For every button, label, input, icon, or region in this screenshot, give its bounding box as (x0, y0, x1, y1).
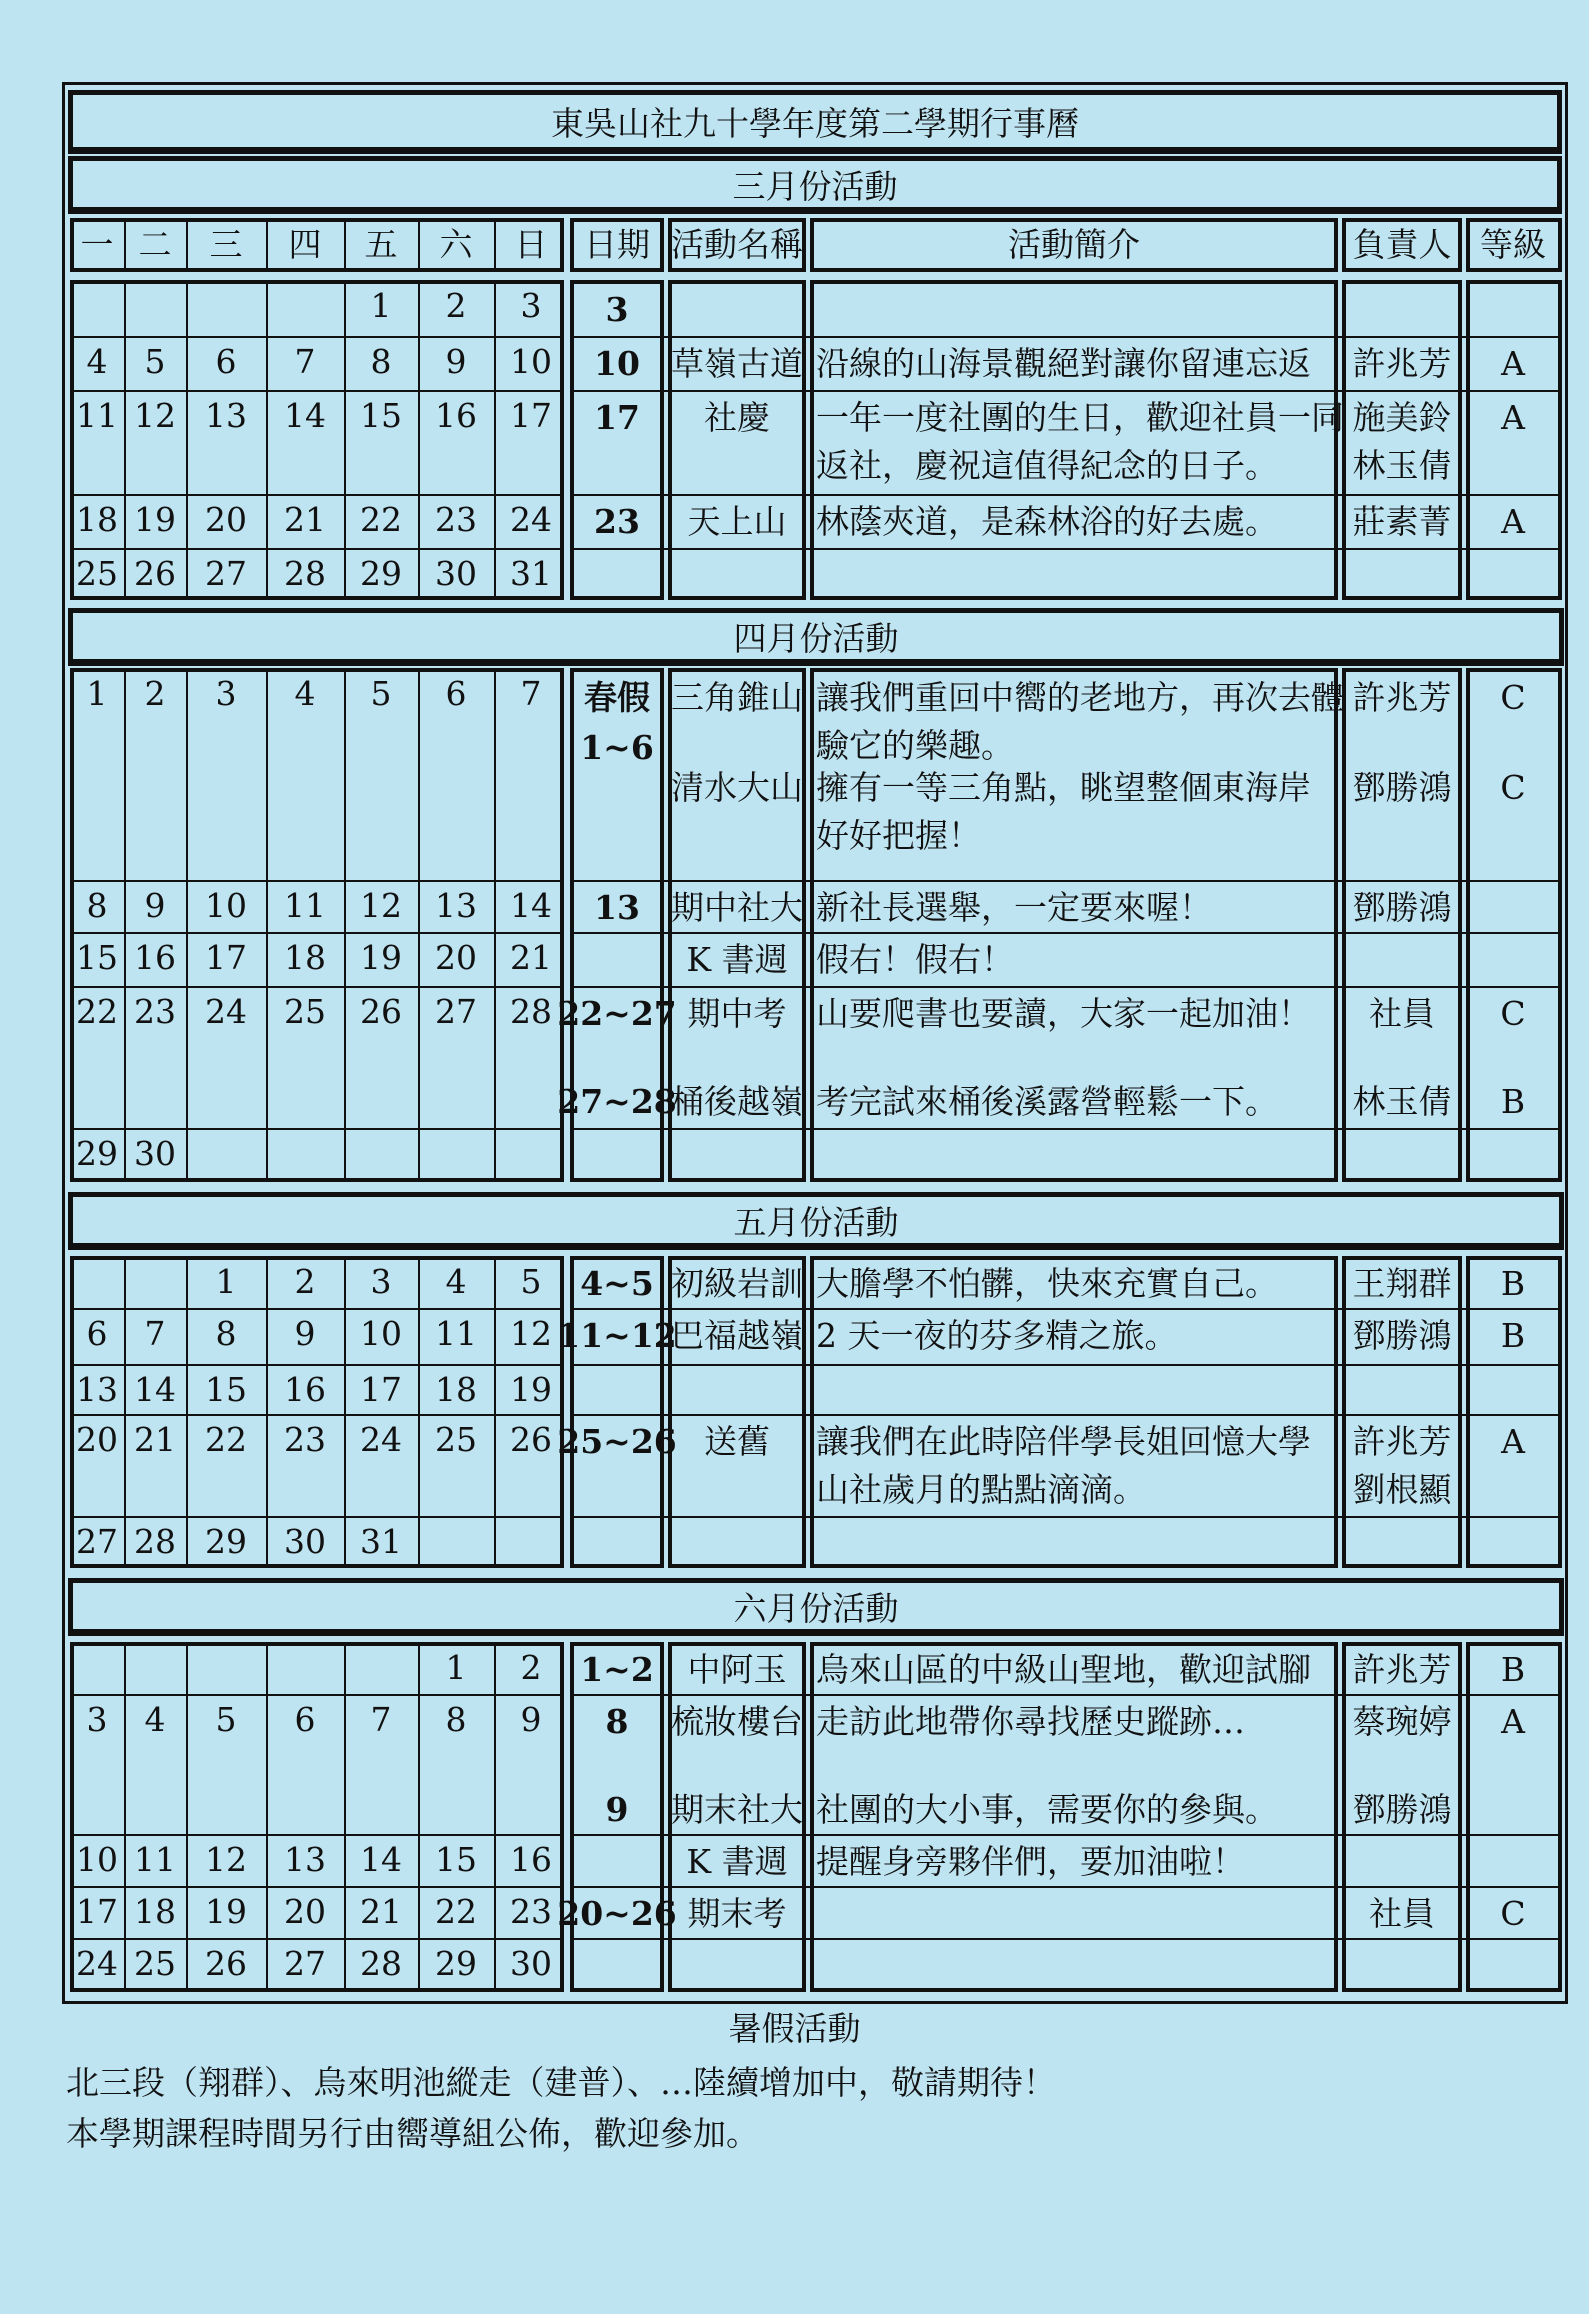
day-cell: 23 (134, 992, 176, 1031)
day-cell: 21 (284, 500, 326, 539)
day-cell: 14 (284, 396, 326, 435)
day-cell: 30 (510, 1944, 552, 1983)
event-date: 22~27 (557, 994, 677, 1033)
day-cell: 13 (205, 396, 247, 435)
grid-hline (570, 932, 1562, 934)
day-cell: 29 (360, 554, 402, 593)
grid-hline (570, 494, 1562, 496)
event-level (1464, 936, 1562, 984)
june-title-text: 六月份活動 (733, 1588, 899, 1628)
day-cell: 4 (294, 674, 316, 713)
april-title (68, 608, 1564, 666)
event-person: 社員 (1369, 1894, 1435, 1933)
day-cell: 10 (205, 886, 247, 925)
day-cell: 5 (520, 1262, 542, 1301)
march-title (68, 156, 1562, 214)
day-cell: 8 (86, 886, 108, 925)
weekday-header: 日 (514, 225, 548, 264)
day-cell (70, 1644, 124, 1692)
event-date: 11~12 (557, 1316, 677, 1355)
grid-hline (570, 336, 1562, 338)
event-intro: 山要爬書也要讀，大家一起加油！ (816, 994, 1311, 1033)
day-cell: 11 (76, 396, 118, 435)
day-cell: 4 (86, 342, 108, 381)
event-name: 中阿玉 (687, 1650, 787, 1689)
event-level (1464, 884, 1562, 932)
event-person (1340, 936, 1464, 984)
event-date: 8 (605, 1702, 629, 1741)
event-person: 鄧勝鴻 (1352, 888, 1452, 927)
event-date: 27~28 (557, 1082, 677, 1121)
day-cell: 23 (284, 1420, 326, 1459)
event-intro-2: 驗它的樂趣。 (816, 726, 1014, 765)
day-cell (186, 1644, 266, 1692)
event-date: 20~26 (557, 1894, 677, 1933)
day-cell (124, 1258, 186, 1306)
event-name: K 書週 (686, 1842, 788, 1881)
title-text: 東吳山社九十學年度第二學期行事曆 (551, 103, 1079, 143)
grid-hline (570, 880, 1562, 882)
weekday-header: 六 (439, 225, 473, 264)
event-person (1340, 1838, 1464, 1886)
day-cell: 24 (510, 500, 552, 539)
day-cell: 2 (445, 286, 467, 325)
event-intro: 新社長選舉，一定要來喔！ (816, 888, 1212, 927)
event-name: 期中考 (687, 994, 787, 1033)
day-cell: 23 (510, 1892, 552, 1931)
day-cell: 15 (360, 396, 402, 435)
day-cell (494, 1518, 568, 1566)
day-cell: 21 (510, 938, 552, 977)
day-cell: 13 (284, 1840, 326, 1879)
event-person: 鄧勝鴻 (1352, 1790, 1452, 1829)
grid-hline (570, 390, 1562, 392)
day-cell: 15 (205, 1370, 247, 1409)
grid-hline (570, 1694, 1562, 1696)
event-level: A (1501, 1702, 1525, 1741)
day-cell (344, 1130, 418, 1178)
day-cell: 16 (284, 1370, 326, 1409)
grid-hline (570, 1364, 1562, 1366)
day-cell: 15 (76, 938, 118, 977)
day-cell: 7 (294, 342, 316, 381)
event-level: C (1500, 678, 1526, 717)
level-header: 等級 (1480, 225, 1546, 264)
day-cell: 24 (360, 1420, 402, 1459)
day-cell: 26 (510, 1420, 552, 1459)
day-cell: 20 (205, 500, 247, 539)
grid-hline (570, 1886, 1562, 1888)
day-cell: 26 (134, 554, 176, 593)
day-cell: 14 (360, 1840, 402, 1879)
day-cell: 9 (520, 1700, 542, 1739)
day-cell (124, 1644, 186, 1692)
event-level: C (1500, 768, 1526, 807)
event-person: 許兆芳 (1352, 344, 1452, 383)
activity-header: 活動名稱 (671, 225, 803, 264)
day-cell: 7 (520, 674, 542, 713)
day-cell: 19 (360, 938, 402, 977)
day-cell (186, 282, 266, 330)
day-cell (266, 1130, 344, 1178)
day-cell: 27 (435, 992, 477, 1031)
intro-header: 活動簡介 (1008, 225, 1140, 264)
person-header: 負責人 (1352, 225, 1452, 264)
event-intro: 烏來山區的中級山聖地，歡迎試腳 (816, 1650, 1311, 1689)
day-cell: 16 (435, 396, 477, 435)
day-cell: 26 (360, 992, 402, 1031)
event-name: 天上山 (687, 502, 787, 541)
day-cell: 14 (134, 1370, 176, 1409)
event-name: 送舊 (704, 1422, 770, 1461)
event-person: 蔡琬婷 (1352, 1702, 1452, 1741)
summer-line-1: 北三段（翔群）、烏來明池縱走（建普）、…陸續增加中，敬請期待！ (66, 2063, 1056, 2102)
day-cell: 7 (144, 1314, 166, 1353)
day-cell: 5 (144, 342, 166, 381)
day-cell: 3 (86, 1700, 108, 1739)
event-date: 10 (594, 344, 640, 383)
day-cell: 21 (360, 1892, 402, 1931)
day-cell: 22 (435, 1892, 477, 1931)
day-cell: 20 (284, 1892, 326, 1931)
day-cell (418, 1130, 494, 1178)
april-title-text: 四月份活動 (733, 618, 899, 658)
day-cell: 11 (284, 886, 326, 925)
event-level (1464, 1786, 1562, 1834)
day-cell: 13 (435, 886, 477, 925)
day-cell: 11 (134, 1840, 176, 1879)
event-name: K 書週 (686, 940, 788, 979)
day-cell: 1 (445, 1648, 467, 1687)
event-name: 巴福越嶺 (671, 1316, 803, 1355)
event-intro: 讓我們在此時陪伴學長姐回憶大學 (816, 1422, 1311, 1461)
day-cell (70, 282, 124, 330)
day-cell: 9 (144, 886, 166, 925)
day-cell: 29 (205, 1522, 247, 1561)
day-cell: 22 (205, 1420, 247, 1459)
day-cell: 18 (76, 500, 118, 539)
event-date: 1~2 (580, 1650, 654, 1689)
event-name: 清水大山 (671, 768, 803, 807)
event-intro: 假右！假右！ (816, 940, 1014, 979)
day-cell: 18 (435, 1370, 477, 1409)
day-cell: 4 (144, 1700, 166, 1739)
event-intro: 提醒身旁夥伴們，要加油啦！ (816, 1842, 1245, 1881)
day-cell: 6 (86, 1314, 108, 1353)
day-cell: 5 (215, 1700, 237, 1739)
day-cell: 9 (445, 342, 467, 381)
day-cell: 8 (445, 1700, 467, 1739)
day-cell: 25 (76, 554, 118, 593)
day-cell: 17 (76, 1892, 118, 1931)
grid-hline (570, 548, 1562, 550)
day-cell: 10 (360, 1314, 402, 1353)
grid-hline (570, 1128, 1562, 1130)
event-person: 許兆芳 (1352, 1422, 1452, 1461)
day-cell: 1 (215, 1262, 237, 1301)
event-person: 王翔群 (1352, 1264, 1452, 1303)
day-cell: 1 (370, 286, 392, 325)
event-person: 施美鈴 (1352, 398, 1452, 437)
day-cell: 3 (215, 674, 237, 713)
day-cell (418, 1518, 494, 1566)
day-cell: 11 (435, 1314, 477, 1353)
day-cell: 7 (370, 1700, 392, 1739)
day-cell: 13 (76, 1370, 118, 1409)
event-date: 9 (605, 1790, 629, 1829)
grid-hline (570, 1516, 1562, 1518)
event-person: 許兆芳 (1352, 678, 1452, 717)
weekday-header: 五 (364, 225, 398, 264)
day-cell: 27 (205, 554, 247, 593)
event-name: 草嶺古道 (671, 344, 803, 383)
day-cell: 30 (284, 1522, 326, 1561)
event-intro: 考完試來桶後溪露營輕鬆一下。 (816, 1082, 1278, 1121)
grid-hline (570, 1414, 1562, 1416)
day-cell: 6 (445, 674, 467, 713)
event-level: A (1501, 344, 1525, 383)
day-cell: 30 (435, 554, 477, 593)
event-date: 春假 (584, 678, 650, 717)
day-cell: 17 (360, 1370, 402, 1409)
event-person: 林玉倩 (1352, 1082, 1452, 1121)
event-person: 莊素菁 (1352, 502, 1452, 541)
event-level (1464, 1838, 1562, 1886)
day-cell: 10 (76, 1840, 118, 1879)
day-cell: 2 (294, 1262, 316, 1301)
day-cell: 12 (510, 1314, 552, 1353)
may-title (68, 1192, 1564, 1250)
summer-line-2: 本學期課程時間另行由嚮導組公佈，歡迎參加。 (66, 2114, 759, 2153)
day-cell: 2 (144, 674, 166, 713)
event-name: 社慶 (704, 398, 770, 437)
grid-hline (570, 1308, 1562, 1310)
day-cell: 27 (284, 1944, 326, 1983)
event-level: B (1500, 1316, 1526, 1355)
event-intro-2: 返社，慶祝這值得紀念的日子。 (816, 446, 1278, 485)
day-cell: 22 (76, 992, 118, 1031)
day-cell: 26 (205, 1944, 247, 1983)
day-cell: 6 (215, 342, 237, 381)
day-cell (124, 282, 186, 330)
event-level: C (1500, 1894, 1526, 1933)
day-cell: 31 (360, 1522, 402, 1561)
day-cell: 30 (134, 1134, 176, 1173)
day-cell: 21 (134, 1420, 176, 1459)
day-cell: 12 (205, 1840, 247, 1879)
event-person: 社員 (1369, 994, 1435, 1033)
event-name: 初級岩訓 (671, 1264, 803, 1303)
weekday-header: 一 (80, 225, 114, 264)
event-date (568, 936, 666, 984)
event-name: 桶後越嶺 (671, 1082, 803, 1121)
event-intro-2: 好好把握！ (816, 816, 981, 855)
event-level: B (1500, 1650, 1526, 1689)
day-cell: 22 (360, 500, 402, 539)
event-level: A (1501, 398, 1525, 437)
day-cell: 23 (435, 500, 477, 539)
day-cell: 5 (370, 674, 392, 713)
day-cell: 20 (435, 938, 477, 977)
day-cell: 8 (215, 1314, 237, 1353)
day-cell: 31 (510, 554, 552, 593)
event-date-2: 1~6 (580, 728, 654, 767)
day-cell (266, 282, 344, 330)
event-person (1340, 286, 1464, 334)
day-cell: 18 (284, 938, 326, 977)
day-cell: 28 (360, 1944, 402, 1983)
event-date: 17 (594, 398, 640, 437)
day-cell: 24 (76, 1944, 118, 1983)
event-date: 3 (605, 290, 629, 329)
event-intro (808, 1890, 1340, 1938)
day-cell: 17 (510, 396, 552, 435)
day-cell: 10 (510, 342, 552, 381)
event-date: 4~5 (580, 1264, 654, 1303)
day-cell: 4 (445, 1262, 467, 1301)
day-cell: 20 (76, 1420, 118, 1459)
day-cell: 28 (510, 992, 552, 1031)
grid-hline (570, 1834, 1562, 1836)
day-cell: 19 (134, 500, 176, 539)
day-cell: 14 (510, 886, 552, 925)
event-level: B (1500, 1264, 1526, 1303)
day-cell (186, 1130, 266, 1178)
weekday-header: 四 (288, 225, 322, 264)
event-name: 梳妝樓台 (671, 1702, 803, 1741)
day-cell: 29 (76, 1134, 118, 1173)
day-cell: 16 (134, 938, 176, 977)
event-person: 鄧勝鴻 (1352, 768, 1452, 807)
day-cell: 16 (510, 1840, 552, 1879)
day-cell: 19 (510, 1370, 552, 1409)
march-title-text: 三月份活動 (732, 166, 898, 206)
event-level: B (1500, 1082, 1526, 1121)
event-name: 期中社大 (671, 888, 803, 927)
event-name: 期末社大 (671, 1790, 803, 1829)
day-cell: 15 (435, 1840, 477, 1879)
event-intro: 2 天一夜的芬多精之旅。 (816, 1316, 1178, 1355)
day-cell: 19 (205, 1892, 247, 1931)
day-cell: 3 (370, 1262, 392, 1301)
event-level: A (1501, 1422, 1525, 1461)
day-cell: 25 (134, 1944, 176, 1983)
event-intro: 擁有一等三角點，眺望整個東海岸 (816, 768, 1311, 807)
day-cell: 27 (76, 1522, 118, 1561)
event-person: 許兆芳 (1352, 1650, 1452, 1689)
event-intro: 讓我們重回中嚮的老地方，再次去體 (816, 678, 1344, 717)
day-cell: 3 (520, 286, 542, 325)
event-level: C (1500, 994, 1526, 1033)
event-intro-2: 山社歲月的點點滴滴。 (816, 1470, 1146, 1509)
event-intro: 林蔭夾道，是森林浴的好去處。 (816, 502, 1278, 541)
day-cell: 28 (134, 1522, 176, 1561)
page-title (68, 90, 1562, 154)
event-name (666, 286, 808, 334)
day-cell: 24 (205, 992, 247, 1031)
weekday-header: 三 (209, 225, 243, 264)
event-intro: 一年一度社團的生日，歡迎社員一同 (816, 398, 1344, 437)
event-level: A (1501, 502, 1525, 541)
day-cell: 12 (360, 886, 402, 925)
june-title (68, 1578, 1564, 1636)
event-date (568, 1838, 666, 1886)
day-cell: 25 (435, 1420, 477, 1459)
event-intro: 沿線的山海景觀絕對讓你留連忘返 (816, 344, 1311, 383)
grid-hline (570, 986, 1562, 988)
event-date: 13 (594, 888, 640, 927)
event-intro: 走訪此地帶你尋找歷史蹤跡… (816, 1702, 1245, 1741)
day-cell (494, 1130, 568, 1178)
may-title-text: 五月份活動 (733, 1202, 899, 1242)
day-cell: 17 (205, 938, 247, 977)
event-person-2: 劉根顯 (1352, 1470, 1452, 1509)
summer-title: 暑假活動 (728, 2009, 861, 2048)
event-intro: 大膽學不怕髒，快來充實自己。 (816, 1264, 1278, 1303)
day-cell: 18 (134, 1892, 176, 1931)
event-name: 三角錐山 (671, 678, 803, 717)
day-cell (344, 1644, 418, 1692)
day-cell (70, 1258, 124, 1306)
event-intro (808, 286, 1340, 334)
day-cell: 6 (294, 1700, 316, 1739)
weekday-header: 二 (138, 225, 172, 264)
event-date: 25~26 (557, 1422, 677, 1461)
event-person: 鄧勝鴻 (1352, 1316, 1452, 1355)
day-cell: 29 (435, 1944, 477, 1983)
day-cell: 1 (86, 674, 108, 713)
event-person-2: 林玉倩 (1352, 446, 1452, 485)
event-intro: 社團的大小事，需要你的參與。 (816, 1790, 1278, 1829)
date-header: 日期 (584, 225, 650, 264)
day-cell: 2 (520, 1648, 542, 1687)
event-name: 期末考 (687, 1894, 787, 1933)
event-level (1464, 286, 1562, 334)
day-cell: 9 (294, 1314, 316, 1353)
event-date: 23 (594, 502, 640, 541)
day-cell: 28 (284, 554, 326, 593)
grid-hline (570, 1938, 1562, 1940)
day-cell: 25 (284, 992, 326, 1031)
day-cell: 12 (134, 396, 176, 435)
day-cell (266, 1644, 344, 1692)
day-cell: 8 (370, 342, 392, 381)
